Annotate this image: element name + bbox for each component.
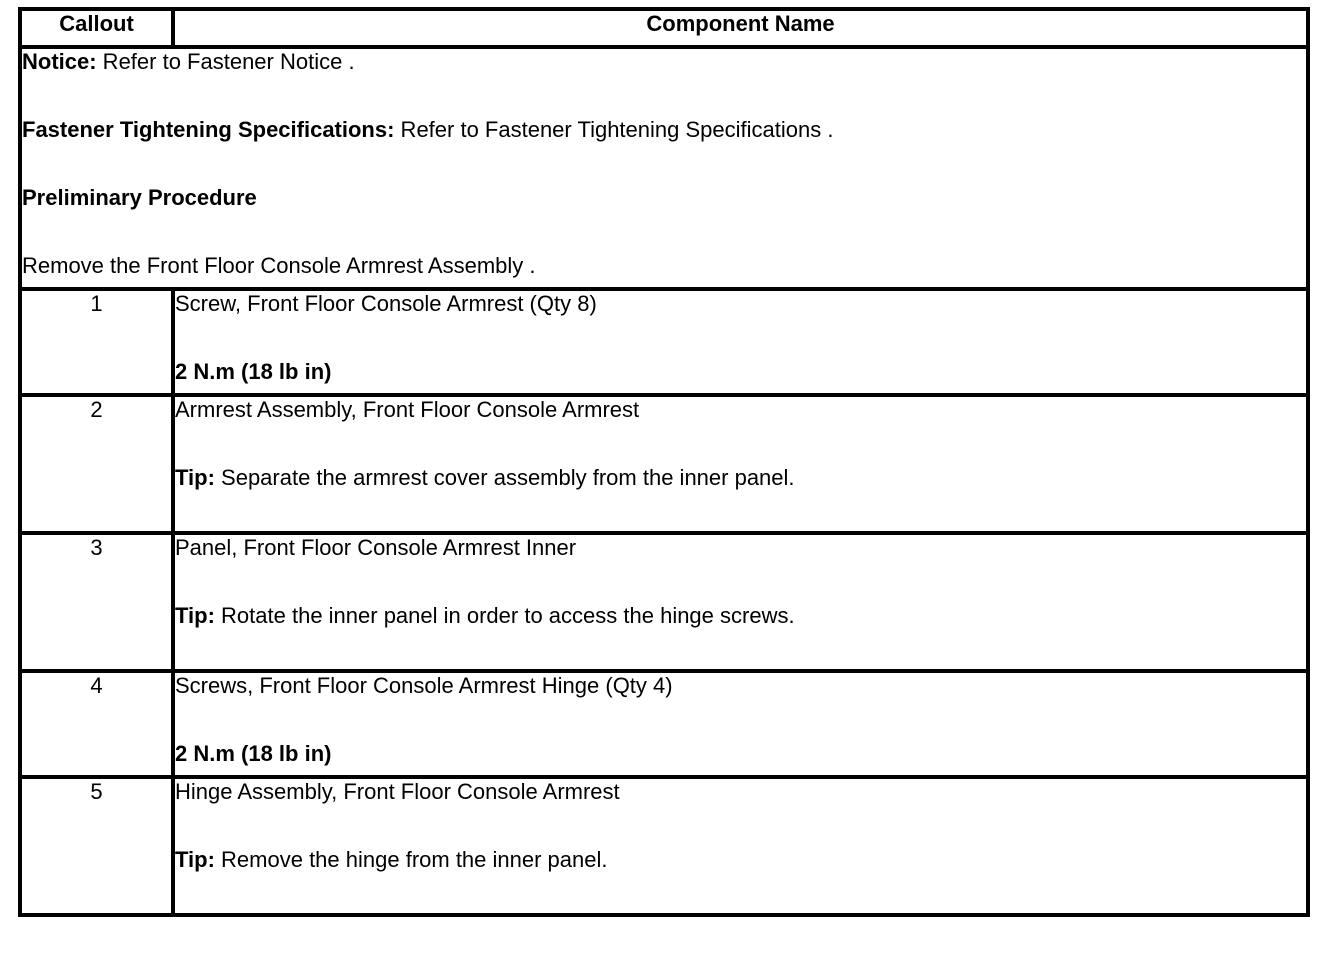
fastener-spec-label: Fastener Tightening Specifications: <box>22 117 395 142</box>
component-cell <box>173 533 1308 671</box>
callout-column-header: Callout <box>20 9 173 47</box>
table-row <box>20 533 1308 671</box>
fastener-spec-text: Refer to Fastener Tightening Specifications . <box>394 117 834 142</box>
component-cell <box>173 395 1308 533</box>
component-name-column-header: Component Name <box>173 9 1308 47</box>
component-name: Armrest Assembly, Front Floor Console Armrest <box>175 397 640 422</box>
preliminary-heading: Preliminary Procedure <box>22 185 257 210</box>
table-row <box>20 395 1308 533</box>
table-header-row <box>20 9 1308 47</box>
table-row <box>20 289 1308 395</box>
component-table-container <box>18 7 1306 917</box>
preliminary-step: Remove the Front Floor Console Armrest Assembly . <box>22 253 536 278</box>
intro-row <box>20 47 1308 289</box>
table-row <box>20 671 1308 777</box>
tip-text: Rotate the inner panel in order to access the hinge screws. <box>214 603 795 628</box>
callout-number: 1 <box>20 289 173 395</box>
notice-line <box>22 49 1306 83</box>
notice-label: Notice: <box>22 49 97 74</box>
tip-text: Remove the hinge from the inner panel. <box>214 847 608 872</box>
component-table <box>18 7 1310 917</box>
component-name: Screw, Front Floor Console Armrest (Qty 8) <box>175 291 597 316</box>
callout-number: 4 <box>20 671 173 777</box>
component-cell <box>173 777 1308 915</box>
torque-spec: 2 N.m (18 lb in) <box>175 741 332 766</box>
callout-number: 2 <box>20 395 173 533</box>
fastener-spec-line <box>22 117 1306 151</box>
notice-text: Refer to Fastener Notice . <box>96 49 355 74</box>
torque-spec: 2 N.m (18 lb in) <box>175 359 332 384</box>
component-name: Screws, Front Floor Console Armrest Hinge (Qty 4) <box>175 673 673 698</box>
tip-text: Separate the armrest cover assembly from the inner panel. <box>214 465 795 490</box>
component-cell <box>173 671 1308 777</box>
tip-label: Tip: <box>175 465 215 490</box>
table-row <box>20 777 1308 915</box>
callout-number: 5 <box>20 777 173 915</box>
component-cell <box>173 289 1308 395</box>
tip-line <box>175 465 1306 499</box>
component-name: Hinge Assembly, Front Floor Console Armrest <box>175 779 620 804</box>
callout-number: 3 <box>20 533 173 671</box>
component-name: Panel, Front Floor Console Armrest Inner <box>175 535 577 560</box>
tip-line <box>175 603 1306 637</box>
tip-line <box>175 847 1306 881</box>
intro-cell <box>20 47 1308 289</box>
tip-label: Tip: <box>175 847 215 872</box>
tip-label: Tip: <box>175 603 215 628</box>
